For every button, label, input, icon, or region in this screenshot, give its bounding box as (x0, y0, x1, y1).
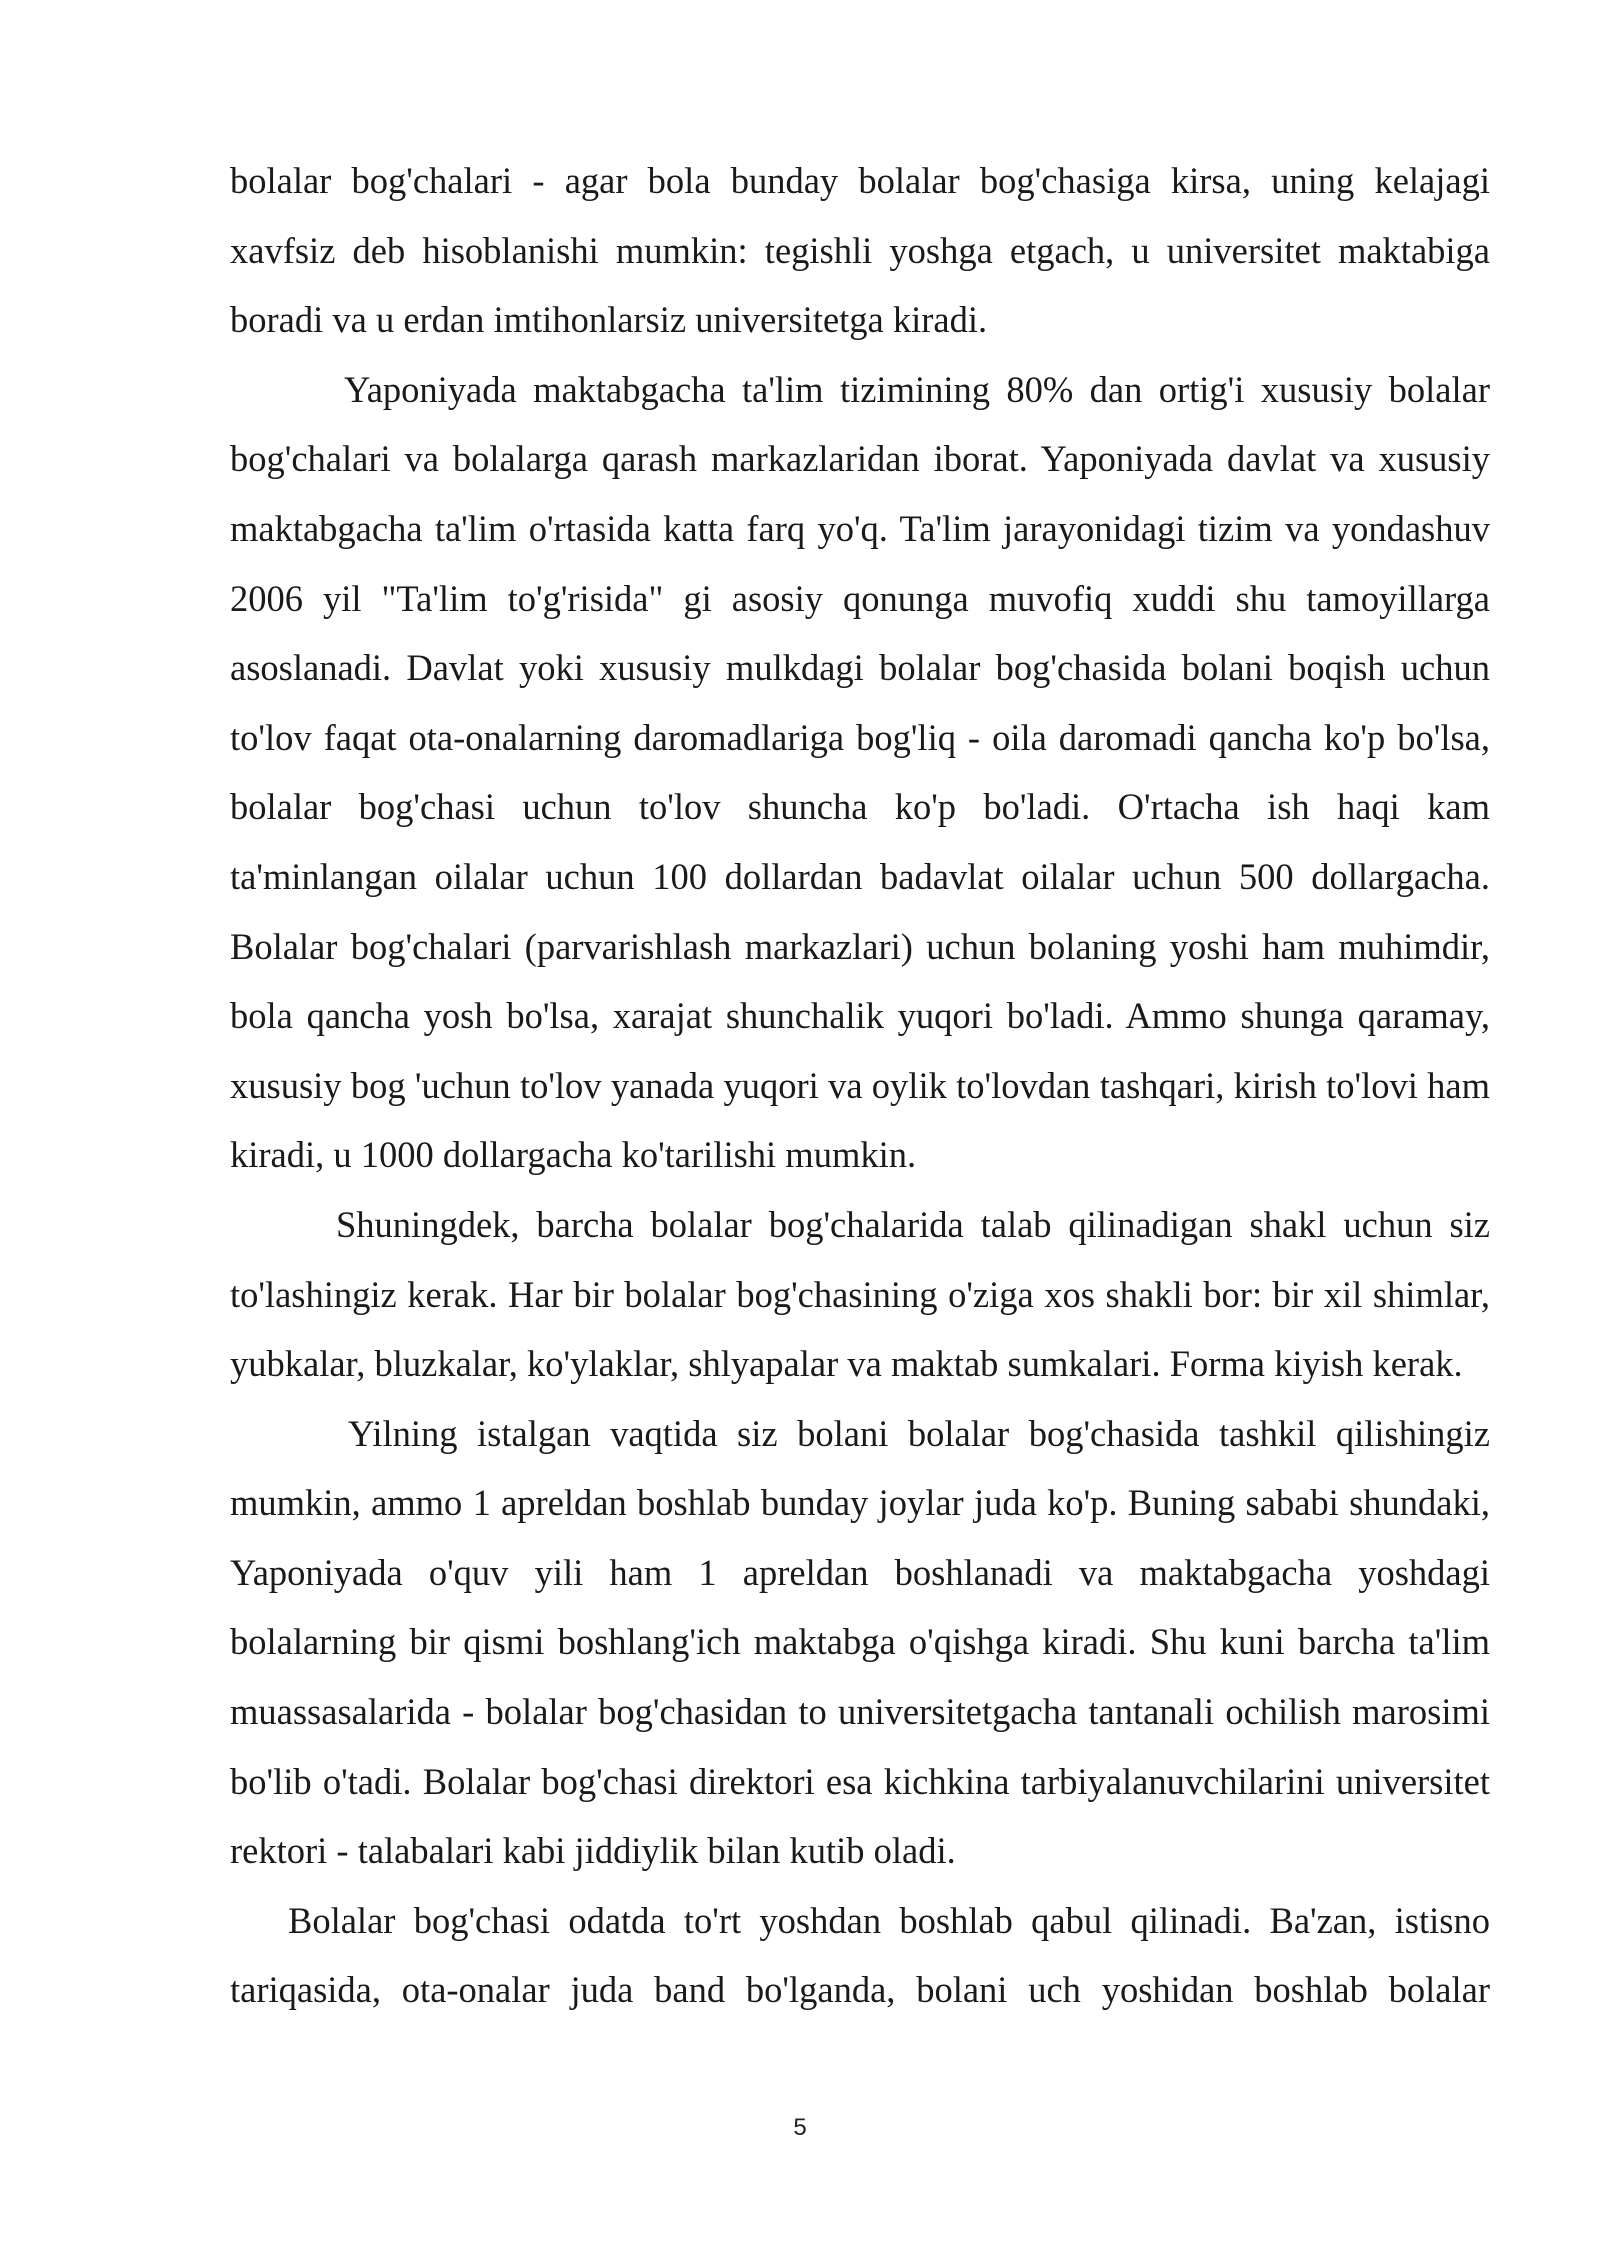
paragraph-school-year: Yilning istalgan vaqtida siz bolani bolalar bog'chasida tashkil qilishingiz mumkin, ammo 1 apreldan boshlab bunday joylar juda ko'p. Buning sababi shundaki, Yaponiyada o'quv yili ham 1 apreldan boshlanadi va maktabgacha yoshdagi bolalarning bir qismi boshlang'ich maktabga o'qishga kiradi. Shu kuni barcha ta'lim muassasalarida - bolalar bog'chasidan to universitetgacha tantanali ochilish marosimi bo'lib o'tadi. Bolalar bog'chasi direktori esa kichkina tarbiyalanuvchilarini universitet rektori - talabalari kabi jiddiylik bilan kutib oladi. (230, 1412, 1490, 1872)
paragraph-uniform: Shuningdek, barcha bolalar bog'chalarida talab qilinadigan shakl uchun siz to'lashingiz kerak. Har bir bolalar bog'chasining o'ziga xos shakli bor: bir xil shimlar, yubkalar, bluzkalar, ko'ylaklar, shlyapalar va maktab sumkalari. Forma kiyish kerak. (230, 1203, 1490, 1385)
paragraph-continued: bolalar bog'chalari - agar bola bunday bolalar bog'chasiga kirsa, uning kelajagi xavfsiz deb hisoblanishi mumkin: tegishli yoshga etgach, u universitet maktabiga boradi va u erdan imtihonlarsiz universitetga kiradi. (230, 160, 1490, 341)
page-body (230, 146, 1490, 2025)
paragraph-admission-age: Bolalar bog'chasi odatda to'rt yoshdan boshlab qabul qilinadi. Ba'zan, istisno tariqasida, ota-onalar juda band bo'lganda, bolani uch yoshidan boshlab bolalar (230, 1899, 1490, 2011)
page-number: 5 (793, 2114, 807, 2141)
paragraph-preschool-fees: Yaponiyada maktabgacha ta'lim tizimining 80% dan ortig'i xususiy bolalar bog'chalari va bolalarga qarash markazlaridan iborat. Yaponiyada davlat va xususiy maktabgacha ta'lim o'rtasida katta farq yo'q. Ta'lim jarayonidagi tizim va yondashuv 2006 yil "Ta'lim to'g'risida" gi asosiy qonunga muvofiq xuddi shu tamoyillarga asoslanadi. Davlat yoki xususiy mulkdagi bolalar bog'chasida bolani boqish uchun to'lov faqat ota-onalarning daromadlariga bog'liq - oila daromadi qancha ko'p bo'lsa, bolalar bog'chasi uchun to'lov shuncha ko'p bo'ladi. O'rtacha ish haqi kam ta'minlangan oilalar uchun 100 dollardan badavlat oilalar uchun 500 dollargacha. Bolalar bog'chalari (parvarishlash markazlari) uchun bolaning yoshi ham muhimdir, bola qancha yosh bo'lsa, xarajat shunchalik yuqori bo'ladi. Ammo shunga qaramay, xususiy bog 'uchun to'lov yanada yuqori va oylik to'lovdan tashqari, kirish to'lovi ham kiradi, u 1000 dollargacha ko'tarilishi mumkin. (230, 368, 1490, 1176)
